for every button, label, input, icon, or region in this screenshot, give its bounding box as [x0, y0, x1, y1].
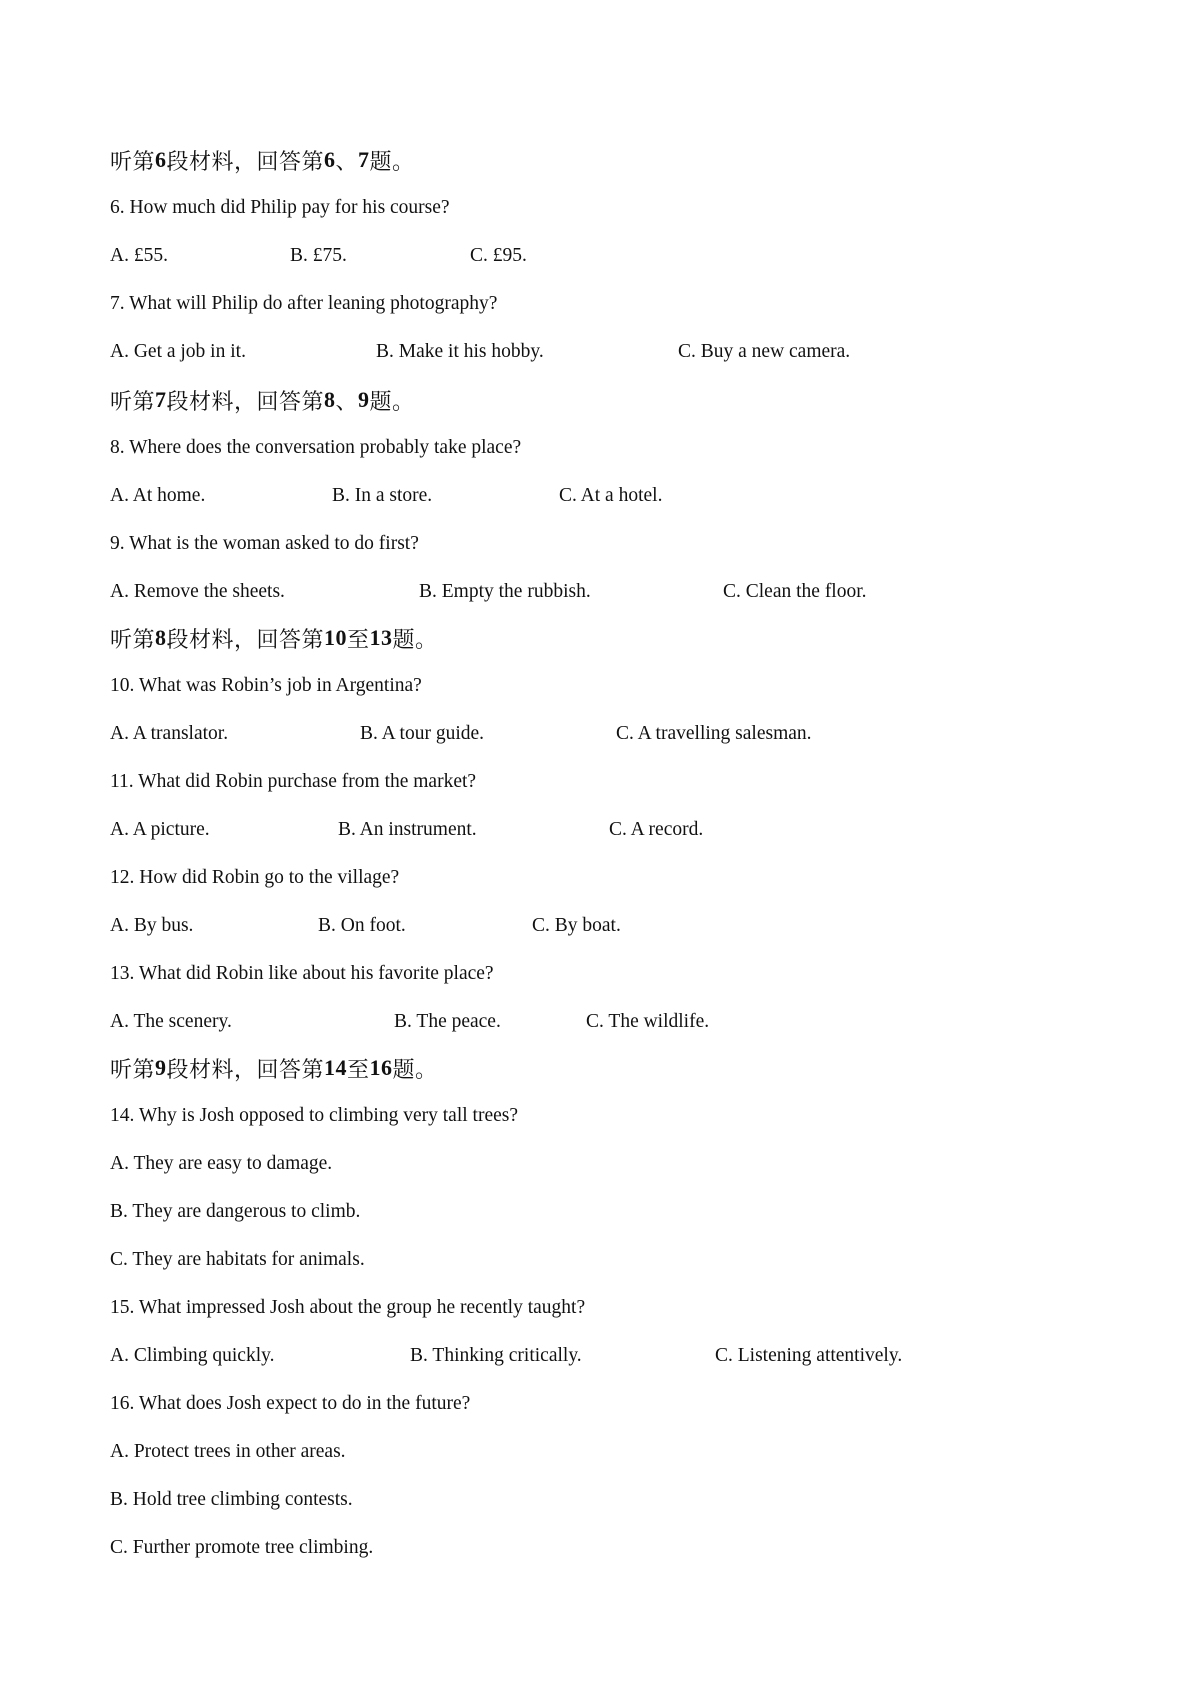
- option-b: B. In a store.: [332, 485, 433, 506]
- option-a: A. £55.: [110, 245, 168, 266]
- option-a: A. The scenery.: [110, 1011, 232, 1032]
- question-text: 14. Why is Josh opposed to climbing very tall trees?: [110, 1105, 518, 1126]
- section-heading: 听第 6 段材料，回答第 6 、 7 题。: [110, 147, 415, 174]
- options-row: [110, 1332, 1200, 1380]
- option-a: A. Climbing quickly.: [110, 1345, 275, 1366]
- options-row: [110, 902, 1200, 950]
- options-row: [110, 806, 1200, 854]
- option-c: C. At a hotel.: [559, 485, 663, 506]
- option-c: C. A record.: [609, 819, 704, 840]
- question-text: 13. What did Robin like about his favorite place?: [110, 963, 494, 984]
- option-b: B. Make it his hobby.: [376, 341, 544, 362]
- option-c: C. They are habitats for animals.: [110, 1249, 365, 1270]
- option-a: A. Get a job in it.: [110, 341, 246, 362]
- option-a: A. A picture.: [110, 819, 210, 840]
- option-b: B. An instrument.: [338, 819, 477, 840]
- option-c: C. Further promote tree climbing.: [110, 1537, 374, 1558]
- option-a: A. At home.: [110, 485, 206, 506]
- option-c: C. Buy a new camera.: [678, 341, 851, 362]
- option-a: A. By bus.: [110, 915, 194, 936]
- options-row: [110, 472, 1200, 520]
- section-heading: 听第 9 段材料，回答第 14 至 16 题。: [110, 1055, 438, 1082]
- option-a: A. Remove the sheets.: [110, 581, 285, 602]
- option-b: B. £75.: [290, 245, 347, 266]
- section-heading: 听第 8 段材料，回答第 10 至 13 题。: [110, 625, 438, 652]
- option-b: B. Empty the rubbish.: [419, 581, 591, 602]
- question-text: 10. What was Robin’s job in Argentina?: [110, 675, 422, 696]
- question-text: 15. What impressed Josh about the group he recently taught?: [110, 1297, 586, 1318]
- options-row: [110, 998, 1200, 1046]
- option-c: C. The wildlife.: [586, 1011, 710, 1032]
- options-row: [110, 232, 1200, 280]
- options-row: [110, 710, 1200, 758]
- option-c: C. £95.: [470, 245, 527, 266]
- section-heading: 听第 7 段材料，回答第 8 、 9 题。: [110, 387, 415, 414]
- option-c: C. Listening attentively.: [715, 1345, 903, 1366]
- option-a: A. Protect trees in other areas.: [110, 1441, 346, 1462]
- option-a: A. They are easy to damage.: [110, 1153, 333, 1174]
- options-row: [110, 568, 1200, 616]
- question-text: 9. What is the woman asked to do first?: [110, 533, 419, 554]
- question-text: 8. Where does the conversation probably take place?: [110, 437, 522, 458]
- option-a: A. A translator.: [110, 723, 229, 744]
- option-b: B. The peace.: [394, 1011, 501, 1032]
- option-b: B. They are dangerous to climb.: [110, 1201, 361, 1222]
- question-text: 16. What does Josh expect to do in the future?: [110, 1393, 471, 1414]
- option-c: C. Clean the floor.: [723, 581, 867, 602]
- option-c: C. A travelling salesman.: [616, 723, 812, 744]
- question-text: 11. What did Robin purchase from the market?: [110, 771, 477, 792]
- option-c: C. By boat.: [532, 915, 621, 936]
- options-row: [110, 328, 1200, 376]
- option-b: B. A tour guide.: [360, 723, 485, 744]
- question-text: 7. What will Philip do after leaning photography?: [110, 293, 498, 314]
- option-b: B. On foot.: [318, 915, 406, 936]
- question-text: 6. How much did Philip pay for his course?: [110, 197, 450, 218]
- option-b: B. Thinking critically.: [410, 1345, 582, 1366]
- option-b: B. Hold tree climbing contests.: [110, 1489, 353, 1510]
- question-text: 12. How did Robin go to the village?: [110, 867, 400, 888]
